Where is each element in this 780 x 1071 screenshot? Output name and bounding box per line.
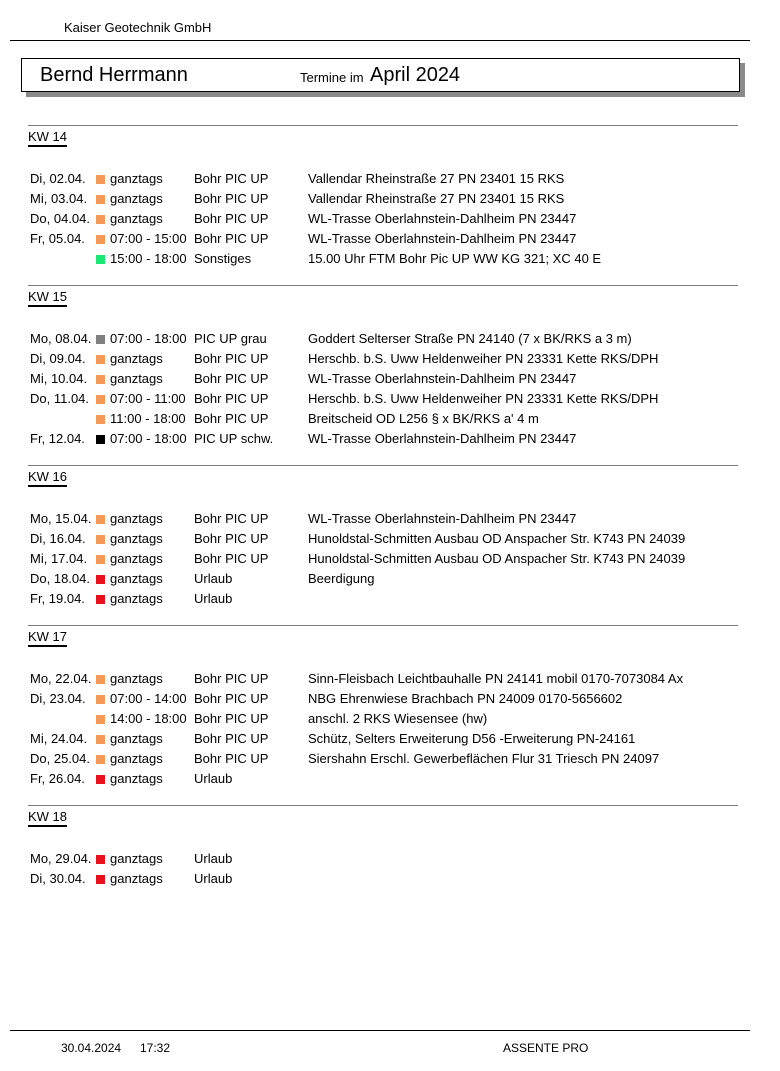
appointment-row[interactable]: [28, 329, 738, 349]
appointment-description: Hunoldstal-Schmitten Ausbau OD Anspacher Str. K743 PN 24039: [308, 531, 686, 546]
appointment-description: Hunoldstal-Schmitten Ausbau OD Anspacher Str. K743 PN 24039: [308, 551, 686, 566]
appointment-description: Goddert Selterser Straße PN 24140 (7 x BK/RKS a 3 m): [308, 331, 632, 346]
week-label: KW 16: [28, 469, 67, 487]
appointment-row[interactable]: [28, 569, 738, 589]
week-label: KW 17: [28, 629, 67, 647]
week-divider: [28, 805, 738, 806]
category-color-swatch: [96, 355, 105, 364]
appointment-category: Bohr PIC UP: [194, 531, 269, 546]
week-section: [28, 465, 738, 609]
appointment-time: ganztags: [110, 731, 163, 746]
appointment-row[interactable]: [28, 229, 738, 249]
appointment-description: WL-Trasse Oberlahnstein-Dahlheim PN 23447: [308, 231, 577, 246]
person-name: Bernd Herrmann: [40, 64, 188, 86]
appointment-category: Bohr PIC UP: [194, 711, 269, 726]
title-box: [21, 58, 740, 92]
appointment-time: 07:00 - 18:00: [110, 331, 187, 346]
appointment-row[interactable]: [28, 589, 738, 609]
appointment-description: Herschb. b.S. Uww Heldenweiher PN 23331 Kette RKS/DPH: [308, 391, 659, 406]
week-section: [28, 625, 738, 789]
appointment-description: Vallendar Rheinstraße 27 PN 23401 15 RKS: [308, 191, 565, 206]
appointment-time: 07:00 - 14:00: [110, 691, 187, 706]
appointment-date: Do, 11.04.: [30, 391, 90, 406]
appointment-row[interactable]: [28, 869, 738, 889]
appointment-date: Di, 30.04.: [30, 871, 86, 886]
appointment-date: Do, 04.04.: [30, 211, 90, 226]
appointment-category: Bohr PIC UP: [194, 211, 269, 226]
appointment-time: 07:00 - 18:00: [110, 431, 187, 446]
appointment-time: ganztags: [110, 751, 163, 766]
appointment-category: Bohr PIC UP: [194, 391, 269, 406]
appointment-date: Di, 09.04.: [30, 351, 86, 366]
appointment-time: ganztags: [110, 851, 163, 866]
appointment-time: 07:00 - 11:00: [110, 391, 186, 406]
appointment-row[interactable]: [28, 669, 738, 689]
category-color-swatch: [96, 875, 105, 884]
appointment-row[interactable]: [28, 389, 738, 409]
week-divider: [28, 125, 738, 126]
appointment-time: ganztags: [110, 211, 163, 226]
appointment-date: Mi, 03.04.: [30, 191, 88, 206]
category-color-swatch: [96, 395, 105, 404]
appointment-time: ganztags: [110, 591, 163, 606]
appointment-description: WL-Trasse Oberlahnstein-Dahlheim PN 23447: [308, 211, 577, 226]
category-color-swatch: [96, 535, 105, 544]
category-color-swatch: [96, 335, 105, 344]
appointment-description: Siershahn Erschl. Gewerbeflächen Flur 31 Triesch PN 24097: [308, 751, 660, 766]
category-color-swatch: [96, 775, 105, 784]
appointment-category: Bohr PIC UP: [194, 411, 269, 426]
appointment-time: 11:00 - 18:00: [110, 411, 186, 426]
appointment-category: Sonstiges: [194, 251, 252, 266]
appointment-category: Urlaub: [194, 871, 233, 886]
appointment-description: Schütz, Selters Erweiterung D56 -Erweiterung PN-24161: [308, 731, 636, 746]
appointment-row[interactable]: [28, 189, 738, 209]
footer-divider: [10, 1030, 750, 1031]
appointment-category: Bohr PIC UP: [194, 171, 269, 186]
appointment-description: 15.00 Uhr FTM Bohr Pic UP WW KG 321; XC 40 E: [308, 251, 602, 266]
appointment-category: Bohr PIC UP: [194, 731, 269, 746]
category-color-swatch: [96, 435, 105, 444]
appointment-date: Fr, 26.04.: [30, 771, 85, 786]
week-label: KW 15: [28, 289, 67, 307]
appointment-date: Di, 23.04.: [30, 691, 86, 706]
category-color-swatch: [96, 755, 105, 764]
appointment-date: Fr, 05.04.: [30, 231, 85, 246]
appointment-category: Bohr PIC UP: [194, 751, 269, 766]
week-divider: [28, 285, 738, 286]
appointment-category: Bohr PIC UP: [194, 691, 269, 706]
appointment-category: Bohr PIC UP: [194, 551, 269, 566]
category-color-swatch: [96, 735, 105, 744]
appointment-time: ganztags: [110, 531, 163, 546]
appointment-date: Mi, 10.04.: [30, 371, 88, 386]
print-time: 17:32: [140, 1041, 171, 1055]
appointment-description: WL-Trasse Oberlahnstein-Dahlheim PN 23447: [308, 431, 577, 446]
header-divider: [10, 40, 750, 41]
category-color-swatch: [96, 515, 105, 524]
appointment-row[interactable]: [28, 529, 738, 549]
appointment-time: ganztags: [110, 351, 163, 366]
week-section: [28, 285, 738, 449]
appointment-description: Beerdigung: [308, 571, 375, 586]
print-date: 30.04.2024: [61, 1041, 122, 1055]
appointment-date: Fr, 12.04.: [30, 431, 85, 446]
category-color-swatch: [96, 195, 105, 204]
appointment-date: Di, 16.04.: [30, 531, 86, 546]
appointment-date: Mo, 29.04.: [30, 851, 92, 866]
appointment-time: ganztags: [110, 571, 163, 586]
appointment-category: PIC UP schw.: [194, 431, 274, 446]
week-label: KW 18: [28, 809, 67, 827]
company-name: Kaiser Geotechnik GmbH: [64, 20, 212, 35]
appointment-time: 15:00 - 18:00: [110, 251, 187, 266]
category-color-swatch: [96, 375, 105, 384]
category-color-swatch: [96, 715, 105, 724]
appointment-row[interactable]: [28, 749, 738, 769]
appointment-row[interactable]: [28, 349, 738, 369]
appointment-row[interactable]: [28, 429, 738, 449]
appointment-description: WL-Trasse Oberlahnstein-Dahlheim PN 23447: [308, 511, 577, 526]
week-section: [28, 125, 738, 269]
week-divider: [28, 625, 738, 626]
appointment-time: ganztags: [110, 771, 163, 786]
appointment-row[interactable]: [28, 689, 738, 709]
appointment-category: Bohr PIC UP: [194, 351, 269, 366]
appointment-row[interactable]: [28, 709, 738, 729]
category-color-swatch: [96, 555, 105, 564]
week-divider: [28, 465, 738, 466]
category-color-swatch: [96, 695, 105, 704]
appointment-row[interactable]: [28, 369, 738, 389]
category-color-swatch: [96, 855, 105, 864]
appointment-row[interactable]: [28, 409, 738, 429]
appointment-description: NBG Ehrenwiese Brachbach PN 24009 0170-5656602: [308, 691, 623, 706]
appointment-time: 07:00 - 15:00: [110, 231, 187, 246]
category-color-swatch: [96, 175, 105, 184]
appointment-category: Bohr PIC UP: [194, 191, 269, 206]
appointment-row[interactable]: [28, 769, 738, 789]
week-section: [28, 805, 738, 889]
appointment-date: Do, 25.04.: [30, 751, 90, 766]
appointment-date: Mi, 24.04.: [30, 731, 88, 746]
category-color-swatch: [96, 235, 105, 244]
appointment-row[interactable]: [28, 849, 738, 869]
appointment-row[interactable]: [28, 249, 738, 269]
appointment-category: Urlaub: [194, 591, 233, 606]
appointment-time: ganztags: [110, 371, 163, 386]
appointment-date: Mo, 15.04.: [30, 511, 92, 526]
category-color-swatch: [96, 595, 105, 604]
appointment-category: Bohr PIC UP: [194, 231, 269, 246]
appointment-date: Mi, 17.04.: [30, 551, 88, 566]
appointment-row[interactable]: [28, 209, 738, 229]
appointment-row[interactable]: [28, 169, 738, 189]
appointment-description: Herschb. b.S. Uww Heldenweiher PN 23331 Kette RKS/DPH: [308, 351, 659, 366]
appointment-category: Bohr PIC UP: [194, 511, 269, 526]
appointment-category: Bohr PIC UP: [194, 371, 269, 386]
appointment-time: ganztags: [110, 191, 163, 206]
app-name: ASSENTE PRO: [503, 1041, 589, 1055]
appointment-time: 14:00 - 18:00: [110, 711, 187, 726]
appointment-time: ganztags: [110, 171, 163, 186]
appointment-category: Bohr PIC UP: [194, 671, 269, 686]
appointment-description: Breitscheid OD L256 § x BK/RKS a' 4 m: [308, 411, 539, 426]
category-color-swatch: [96, 675, 105, 684]
appointment-time: ganztags: [110, 871, 163, 886]
appointment-time: ganztags: [110, 511, 163, 526]
appointment-description: anschl. 2 RKS Wiesensee (hw): [308, 711, 488, 726]
category-color-swatch: [96, 215, 105, 224]
week-label: KW 14: [28, 129, 67, 147]
appointment-date: Di, 02.04.: [30, 171, 86, 186]
appointment-row[interactable]: [28, 509, 738, 529]
appointment-category: Urlaub: [194, 571, 233, 586]
appointment-time: ganztags: [110, 671, 163, 686]
appointment-date: Fr, 19.04.: [30, 591, 85, 606]
appointment-row[interactable]: [28, 729, 738, 749]
appointment-category: Urlaub: [194, 851, 233, 866]
termine-label: Termine im: [300, 70, 364, 85]
appointment-date: Mo, 22.04.: [30, 671, 92, 686]
appointment-description: Vallendar Rheinstraße 27 PN 23401 15 RKS: [308, 171, 565, 186]
appointment-category: Urlaub: [194, 771, 233, 786]
appointment-date: Do, 18.04.: [30, 571, 90, 586]
appointment-date: Mo, 08.04.: [30, 331, 92, 346]
appointment-row[interactable]: [28, 549, 738, 569]
category-color-swatch: [96, 575, 105, 584]
appointment-time: ganztags: [110, 551, 163, 566]
appointment-category: PIC UP grau: [194, 331, 267, 346]
appointment-description: WL-Trasse Oberlahnstein-Dahlheim PN 23447: [308, 371, 577, 386]
category-color-swatch: [96, 255, 105, 264]
category-color-swatch: [96, 415, 105, 424]
appointment-description: Sinn-Fleisbach Leichtbauhalle PN 24141 mobil 0170-7073084 Ax: [308, 671, 684, 686]
month-title: April 2024: [370, 64, 461, 86]
